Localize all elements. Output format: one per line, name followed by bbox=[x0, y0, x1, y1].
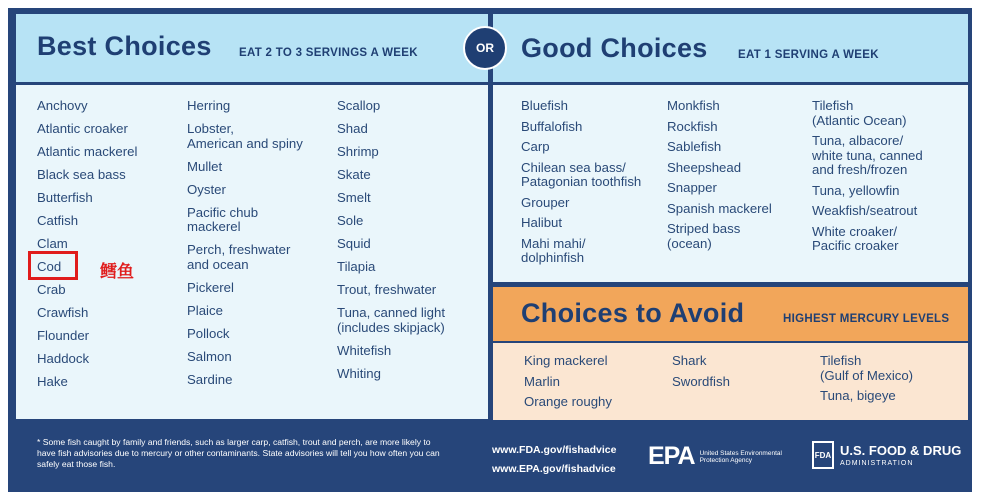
fish-item: Tuna, bigeye bbox=[820, 388, 896, 403]
fish-item: White croaker/ Pacific croaker bbox=[812, 223, 899, 253]
good-col-1 bbox=[521, 99, 661, 272]
fish-item: Tilefish (Gulf of Mexico) bbox=[820, 353, 914, 383]
fish-item: Tuna, yellowfin bbox=[812, 182, 900, 198]
fda-logo bbox=[812, 441, 961, 469]
fish-item: Whitefish bbox=[337, 342, 392, 358]
fish-item: Halibut bbox=[521, 215, 563, 230]
fish-item: Shrimp bbox=[337, 144, 379, 159]
avoid-title: Choices to Avoid bbox=[521, 298, 745, 328]
fish-item: Mullet bbox=[187, 158, 223, 174]
fish-item: Shark bbox=[672, 353, 707, 368]
fish-item: Herring bbox=[187, 98, 231, 113]
fish-item: Haddock bbox=[37, 351, 90, 366]
fish-item: Smelt bbox=[337, 190, 371, 205]
or-badge: OR bbox=[463, 26, 507, 70]
good-choices-subtitle: EAT 1 SERVING A WEEK bbox=[738, 49, 879, 61]
fish-item: Atlantic mackerel bbox=[37, 144, 138, 159]
cod-chinese-annotation: 鳕鱼 bbox=[100, 262, 134, 281]
fish-item: King mackerel bbox=[524, 353, 608, 368]
fish-item: Pacific chub mackerel bbox=[187, 204, 259, 234]
fish-item: Salmon bbox=[187, 348, 232, 364]
fda-subname: ADMINISTRATION bbox=[840, 460, 914, 467]
fish-item: Shad bbox=[337, 121, 368, 136]
fish-item: Squid bbox=[337, 236, 371, 251]
fish-item: Monkfish bbox=[667, 98, 720, 113]
fish-item: Weakfish/seatrout bbox=[812, 203, 918, 218]
fish-item: Skate bbox=[337, 167, 371, 182]
fish-item: Bluefish bbox=[521, 98, 568, 113]
fda-url[interactable]: www.FDA.gov/fishadvice bbox=[492, 444, 617, 456]
best-col-1 bbox=[37, 99, 177, 398]
fish-item: Flounder bbox=[37, 328, 90, 343]
fish-item: Swordfish bbox=[672, 373, 730, 389]
fish-item: Marlin bbox=[524, 373, 560, 389]
avoid-col-3 bbox=[820, 354, 960, 410]
good-col-3 bbox=[812, 99, 962, 260]
fish-item: Rockfish bbox=[667, 118, 718, 134]
fda-name: U.S. FOOD & DRUG bbox=[840, 443, 962, 458]
fish-item: Sole bbox=[337, 213, 364, 228]
epa-agency-name: United States Environmental Protection Agency bbox=[699, 449, 782, 464]
fish-item: Orange roughy bbox=[524, 394, 612, 409]
fish-item: Pollock bbox=[187, 325, 230, 341]
epa-mark: EPA bbox=[648, 442, 695, 470]
fish-item: Anchovy bbox=[37, 98, 88, 113]
fish-item: Spanish mackerel bbox=[667, 200, 772, 216]
avoid-col-1 bbox=[524, 354, 664, 416]
fish-item: Hake bbox=[37, 374, 68, 389]
fish-item: Whiting bbox=[337, 365, 381, 381]
fish-item: Scallop bbox=[337, 98, 381, 113]
fish-item: Tilapia bbox=[337, 259, 376, 274]
best-col-3 bbox=[337, 99, 482, 390]
fish-item: Plaice bbox=[187, 302, 223, 318]
fish-item: Trout, freshwater bbox=[337, 282, 437, 297]
fish-item: Butterfish bbox=[37, 190, 93, 205]
fish-item: Sheepshead bbox=[667, 159, 742, 175]
advice-links bbox=[492, 441, 616, 479]
avoid-col-2 bbox=[672, 354, 812, 395]
best-choices-subtitle: EAT 2 TO 3 SERVINGS A WEEK bbox=[239, 47, 418, 59]
fish-item: Tuna, albacore/ white tuna, canned and fresh/frozen bbox=[812, 133, 923, 177]
fish-item: Lobster, American and spiny bbox=[187, 121, 303, 151]
epa-url[interactable]: www.EPA.gov/fishadvice bbox=[492, 463, 616, 475]
fish-item: Crab bbox=[37, 282, 66, 297]
fish-item: Tilefish (Atlantic Ocean) bbox=[812, 98, 907, 128]
best-choices-title: Best Choices bbox=[37, 31, 212, 61]
best-col-2 bbox=[187, 99, 332, 396]
good-col-2 bbox=[667, 99, 807, 257]
fish-item: Snapper bbox=[667, 180, 717, 195]
fish-item: Striped bass (ocean) bbox=[667, 221, 741, 251]
fish-item: Cod bbox=[37, 259, 62, 274]
fish-item: Pickerel bbox=[187, 279, 234, 295]
fish-item: Catfish bbox=[37, 213, 79, 228]
epa-logo bbox=[648, 442, 786, 471]
fish-item: Carp bbox=[521, 139, 550, 154]
footnote: * Some fish caught by family and friends, such as larger carp, catfish, trout and perch, are more likely to have fish advisories due to mercury or other contaminants. State advisories will tell you how often you can safely eat those fish. bbox=[37, 437, 440, 469]
fish-item: Sardine bbox=[187, 371, 233, 387]
fish-item: Clam bbox=[37, 236, 68, 251]
fish-item: Black sea bass bbox=[37, 167, 126, 182]
fish-item: Mahi mahi/ dolphinfish bbox=[521, 235, 586, 265]
fish-item: Tuna, canned light (includes skipjack) bbox=[337, 305, 446, 335]
cod-highlight-box bbox=[28, 251, 78, 280]
fish-item: Crawfish bbox=[37, 305, 89, 320]
fish-item: Grouper bbox=[521, 194, 570, 210]
fish-item: Perch, freshwater and ocean bbox=[187, 242, 291, 272]
avoid-subtitle: HIGHEST MERCURY LEVELS bbox=[783, 313, 950, 325]
fish-item: Oyster bbox=[187, 181, 226, 197]
fish-item: Sablefish bbox=[667, 139, 722, 154]
fish-item: Atlantic croaker bbox=[37, 121, 128, 136]
fda-box-icon: FDA bbox=[812, 441, 834, 469]
fish-item: Chilean sea bass/ Patagonian toothfish bbox=[521, 159, 642, 189]
good-choices-title: Good Choices bbox=[521, 33, 708, 63]
fish-item: Buffalofish bbox=[521, 118, 583, 134]
